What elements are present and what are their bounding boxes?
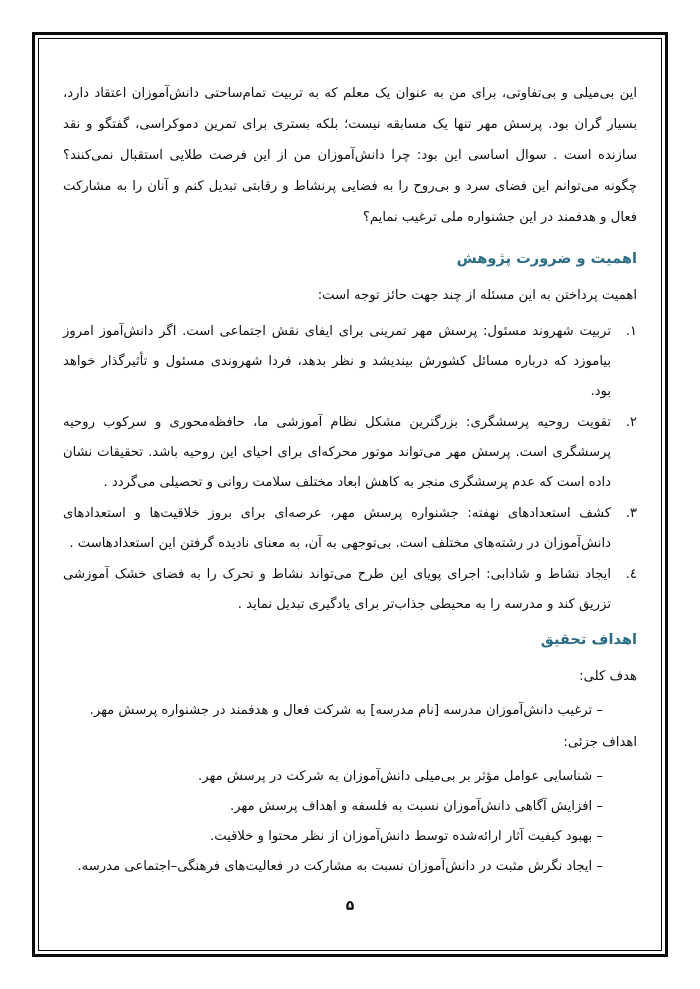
specific-objective-list bbox=[63, 762, 637, 882]
page-number: ۵ bbox=[345, 898, 355, 914]
specific-objectives-label: اهداف جزئی: bbox=[563, 735, 637, 750]
page-content bbox=[63, 78, 637, 884]
heading-research-objectives: اهداف تحقیق bbox=[540, 631, 637, 648]
list-item-number: ۲. bbox=[625, 415, 637, 430]
heading-importance-and-necessity: اهمیت و ضرورت پژوهش bbox=[456, 250, 637, 267]
list-item-number: ۳. bbox=[625, 506, 637, 521]
importance-lead-text: اهمیت پرداختن به این مسئله از چند جهت حائز توجه است: bbox=[317, 288, 637, 303]
list-item: – ترغیب دانش‌آموزان مدرسه [نام مدرسه] به شرکت فعال و هدفمند در جشنواره پرسش مهر. bbox=[89, 703, 603, 718]
list-item-number: ٤. bbox=[625, 567, 637, 582]
list-item bbox=[63, 560, 637, 620]
intro-paragraph: این بی‌میلی و بی‌تفاوتی، برای من به عنوان یک معلم که به تربیت تمام‌ساحتی دانش‌آموزان اعتقاد دارد، بسیار گران بود. پرسش مهر تنها یک مسابقه نیست؛ بلکه بستری برای تمرین دموکراسی، گفتگو و نقد سازنده است . سوال اساسی این بود: چرا دانش‌آموزان من از این فرصت طلایی استقبال نمی‌کنند؟ چگونه می‌توانم این فضای سرد و بی‌روح را به فضایی پرنشاط و رقابتی تبدیل کنم و آنان را به مشارکت فعال و هدفمند در این جشنواره ملی ترغیب نمایم؟ bbox=[63, 86, 637, 225]
list-item bbox=[63, 408, 637, 498]
list-item: – بهبود کیفیت آثار ارائه‌شده توسط دانش‌آموزان از نظر محتوا و خلاقیت. bbox=[210, 829, 603, 844]
list-item-text: تربیت شهروند مسئول: پرسش مهر تمرینی برای ایفای نقش اجتماعی است. اگر دانش‌آموز امروز بیاموزد که درباره مسائل کشورش بیندیشد و نظر بدهد، فردا شهروندی مسئول و تأثیرگذار خواهد بود. bbox=[63, 324, 611, 399]
list-item: – ایجاد نگرش مثبت در دانش‌آموزان نسبت به مشارکت در فعالیت‌های فرهنگی–اجتماعی مدرسه. bbox=[77, 859, 603, 874]
general-objective-label: هدف کلی: bbox=[579, 669, 637, 684]
list-item-text: تقویت روحیه پرسشگری: بزرگترین مشکل نظام آموزشی ما، حافظه‌محوری و سرکوب روحیه پرسشگری است. پرسش مهر می‌تواند موتور محرکه‌ای برای احیای این روحیه باشد. تحقیقات نشان داده است که عدم پرسشگری منجر به کاهش ابعاد مختلف سلامت روانی و تحصیلی می‌گردد . bbox=[63, 415, 611, 490]
list-item-number: ۱. bbox=[625, 324, 637, 339]
list-item: – شناسایی عوامل مؤثر بر بی‌میلی دانش‌آموزان به شرکت در پرسش مهر. bbox=[198, 769, 603, 784]
list-item bbox=[63, 499, 637, 559]
general-objective-list bbox=[63, 696, 637, 726]
list-item-text: ایجاد نشاط و شادابی: اجرای پویای این طرح می‌تواند نشاط و تحرک را به فضای خشک آموزشی تزریق کند و مدرسه را به محیطی جذاب‌تر برای یادگیری تبدیل نماید . bbox=[63, 567, 611, 612]
list-item-text: کشف استعدادهای نهفته: جشنواره پرسش مهر، عرصه‌ای برای بروز خلاقیت‌ها و استعدادهای دانش‌آموزان در رشته‌های مختلف است. بی‌توجهی به آن، به معنای نادیده گرفتن این استعدادهاست . bbox=[63, 506, 611, 551]
list-item: – افزایش آگاهی دانش‌آموزان نسبت به فلسفه و اهداف پرسش مهر. bbox=[229, 799, 603, 814]
importance-list bbox=[63, 317, 637, 620]
list-item bbox=[63, 317, 637, 407]
